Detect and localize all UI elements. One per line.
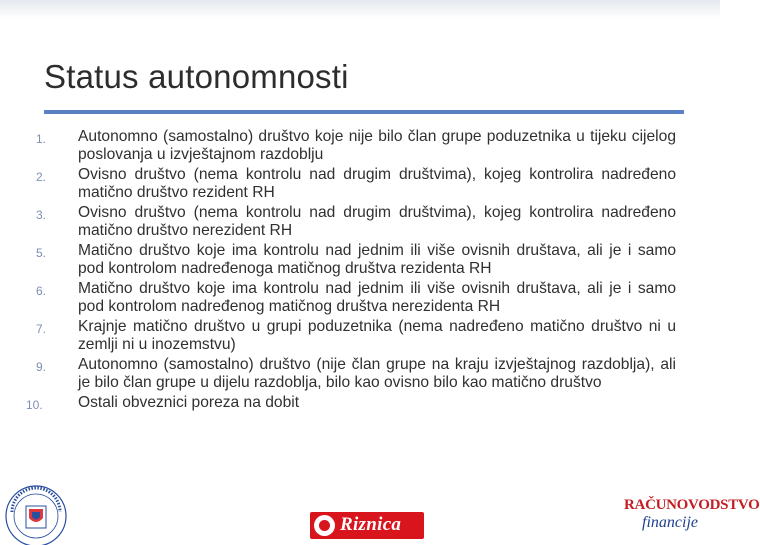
list-item-text: Krajnje matično društvo u grupi poduzetnika (nema nadređeno matično društvo ni u zemlji ni u inozemstvu) [78,318,676,353]
racunovodstvo-financije-logo [624,496,760,540]
riznica-logo [310,512,424,539]
list-number: 2. [36,170,47,184]
list-item [36,280,676,316]
list-item-text: Matično društvo koje ima kontrolu nad jednim ili više ovisnih društava, ali je i samo pod kontrolom nadređenog matičnog društva nerezidenta RH [78,280,676,315]
list-item-text: Ostali obveznici poreza na dobit [78,394,300,411]
list-item-text: Ovisno društvo (nema kontrolu nad drugim društvima), kojeg kontrolira nadređeno matično društvo nerezident RH [78,204,676,239]
list-item [36,242,676,278]
list-item-text: Ovisno društvo (nema kontrolu nad drugim društvima), kojeg kontrolira nadređeno matično društvo rezident RH [78,166,676,201]
list-item [26,394,676,412]
list-number: 10. [26,398,43,412]
list-item-text: Autonomno (samostalno) društvo koje nije bilo član grupe poduzetnika u tijeku cijelog poslovanja u izvještajnom razdoblju [78,128,676,163]
riznica-emblem-icon [314,515,335,536]
logo-line-2: financije [642,514,698,531]
list-item-text: Autonomno (samostalno) društvo (nije član grupe na kraju izvještajnog razdoblja), ali je bilo član grupe u dijelu razdoblja, bilo kao ovisno bilo kao matično društvo [78,356,676,391]
slide-title: Status autonomnosti [44,58,349,95]
list-item [36,166,676,202]
list-item [36,318,676,354]
list-number: 9. [36,360,47,374]
list-number: 7. [36,322,47,336]
list-number: 5. [36,246,47,260]
list-item [36,128,676,164]
list-number: 1. [36,132,47,146]
logo-line-1: RAČUNOVODSTVO [624,497,760,513]
list-item-text: Matično društvo koje ima kontrolu nad jednim ili više ovisnih društava, ali je i samo pod kontrolom nadređenoga matičnog društva rezidenta RH [78,242,676,277]
list-number: 6. [36,284,47,298]
list-number: 3. [36,208,47,222]
list-item [36,204,676,240]
institution-seal-logo [2,482,72,540]
title-underline [44,110,684,114]
status-list [26,128,676,414]
slide-top-band [0,0,720,18]
list-item [36,356,676,392]
riznica-brand-text: Riznica [340,514,402,535]
